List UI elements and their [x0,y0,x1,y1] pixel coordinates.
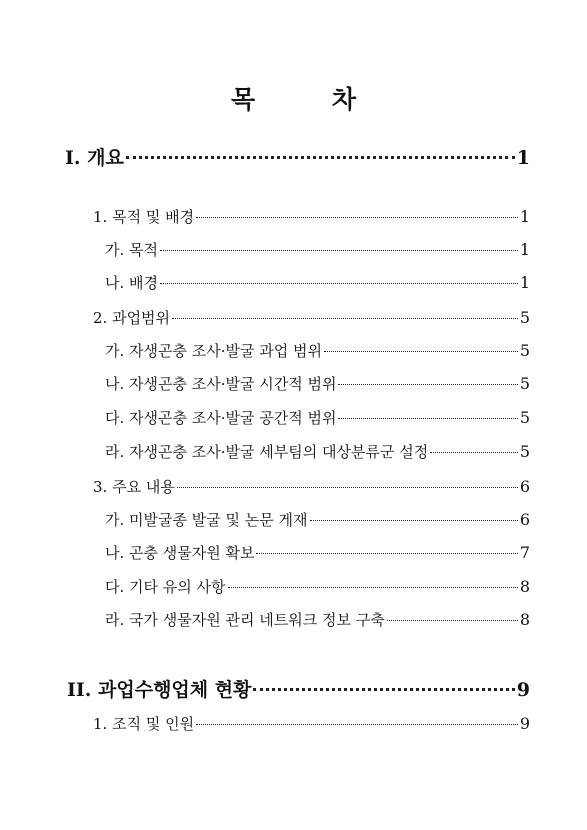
dot-leader [310,520,518,521]
toc-page-number: 7 [519,543,530,562]
dot-leader [253,688,514,691]
toc-entry[interactable] [93,206,530,227]
dot-leader [338,384,517,385]
toc-label: 나. 곤충 생물자원 확보 [105,544,255,562]
toc-label: 다. 자생곤충 조사·발굴 공간적 범위 [105,409,337,427]
dot-leader [430,452,518,453]
toc-page-number: 9 [516,679,530,701]
toc-label: 가. 미발굴종 발굴 및 논문 게재 [105,511,308,529]
toc-label: 나. 자생곤충 조사·발굴 시간적 범위 [105,375,337,393]
toc-entry[interactable] [105,441,530,462]
toc-entry[interactable] [105,373,530,394]
toc-page-number: 1 [516,147,530,169]
toc-entry[interactable] [105,509,530,530]
toc-page-number: 9 [519,714,530,733]
toc-title: 목 차 [230,85,390,114]
toc-label: 1. 목적 및 배경 [93,208,195,226]
toc-entry[interactable] [93,307,530,328]
dot-leader [387,620,518,621]
toc-label: 라. 국가 생물자원 관리 네트워크 정보 구축 [105,611,385,629]
dot-leader [196,724,518,725]
dot-leader [324,351,518,352]
dot-leader [126,156,515,159]
toc-chapter[interactable] [65,143,530,170]
toc-entry[interactable] [105,576,530,597]
toc-page-number: 5 [519,341,530,360]
toc-page-number: 6 [519,510,530,529]
toc-label: 다. 기타 유의 사항 [105,578,226,596]
toc-entry[interactable] [105,272,530,293]
dot-leader [177,487,518,488]
toc-page-number: 8 [519,577,530,596]
toc-entry[interactable] [105,542,530,563]
dot-leader [256,553,517,554]
toc-page-number: 5 [519,308,530,327]
toc-label: 1. 조직 및 인원 [93,715,195,733]
dot-leader [160,250,518,251]
toc-chapter[interactable] [67,675,530,702]
dot-leader [338,418,517,419]
toc-entry[interactable] [105,407,530,428]
toc-page-number: 1 [519,273,530,292]
toc-page-number: 1 [519,240,530,259]
toc-label: 가. 자생곤충 조사·발굴 과업 범위 [105,342,322,360]
dot-leader [196,217,518,218]
toc-label: 가. 목적 [105,241,159,259]
toc-label: 라. 자생곤충 조사·발굴 세부팀의 대상분류군 설정 [105,443,429,461]
toc-page-number: 6 [519,477,530,496]
toc-entry[interactable] [93,476,530,497]
toc-label: II. 과업수행업체 현황 [67,679,252,701]
toc-entry[interactable] [105,340,530,361]
toc-page-number: 8 [519,610,530,629]
dot-leader [160,283,518,284]
toc-label: I. 개요 [65,147,124,169]
toc-entry[interactable] [105,239,530,260]
dot-leader [228,587,518,588]
toc-page-number: 5 [519,374,530,393]
toc-page-number: 1 [519,207,530,226]
toc-entry[interactable] [93,713,530,734]
toc-entry[interactable] [105,609,530,630]
toc-page-number: 5 [519,442,530,461]
toc-label: 3. 주요 내용 [93,478,175,496]
toc-label: 2. 과업범위 [93,309,171,327]
dot-leader [172,318,518,319]
toc-label: 나. 배경 [105,274,159,292]
toc-page-number: 5 [519,408,530,427]
